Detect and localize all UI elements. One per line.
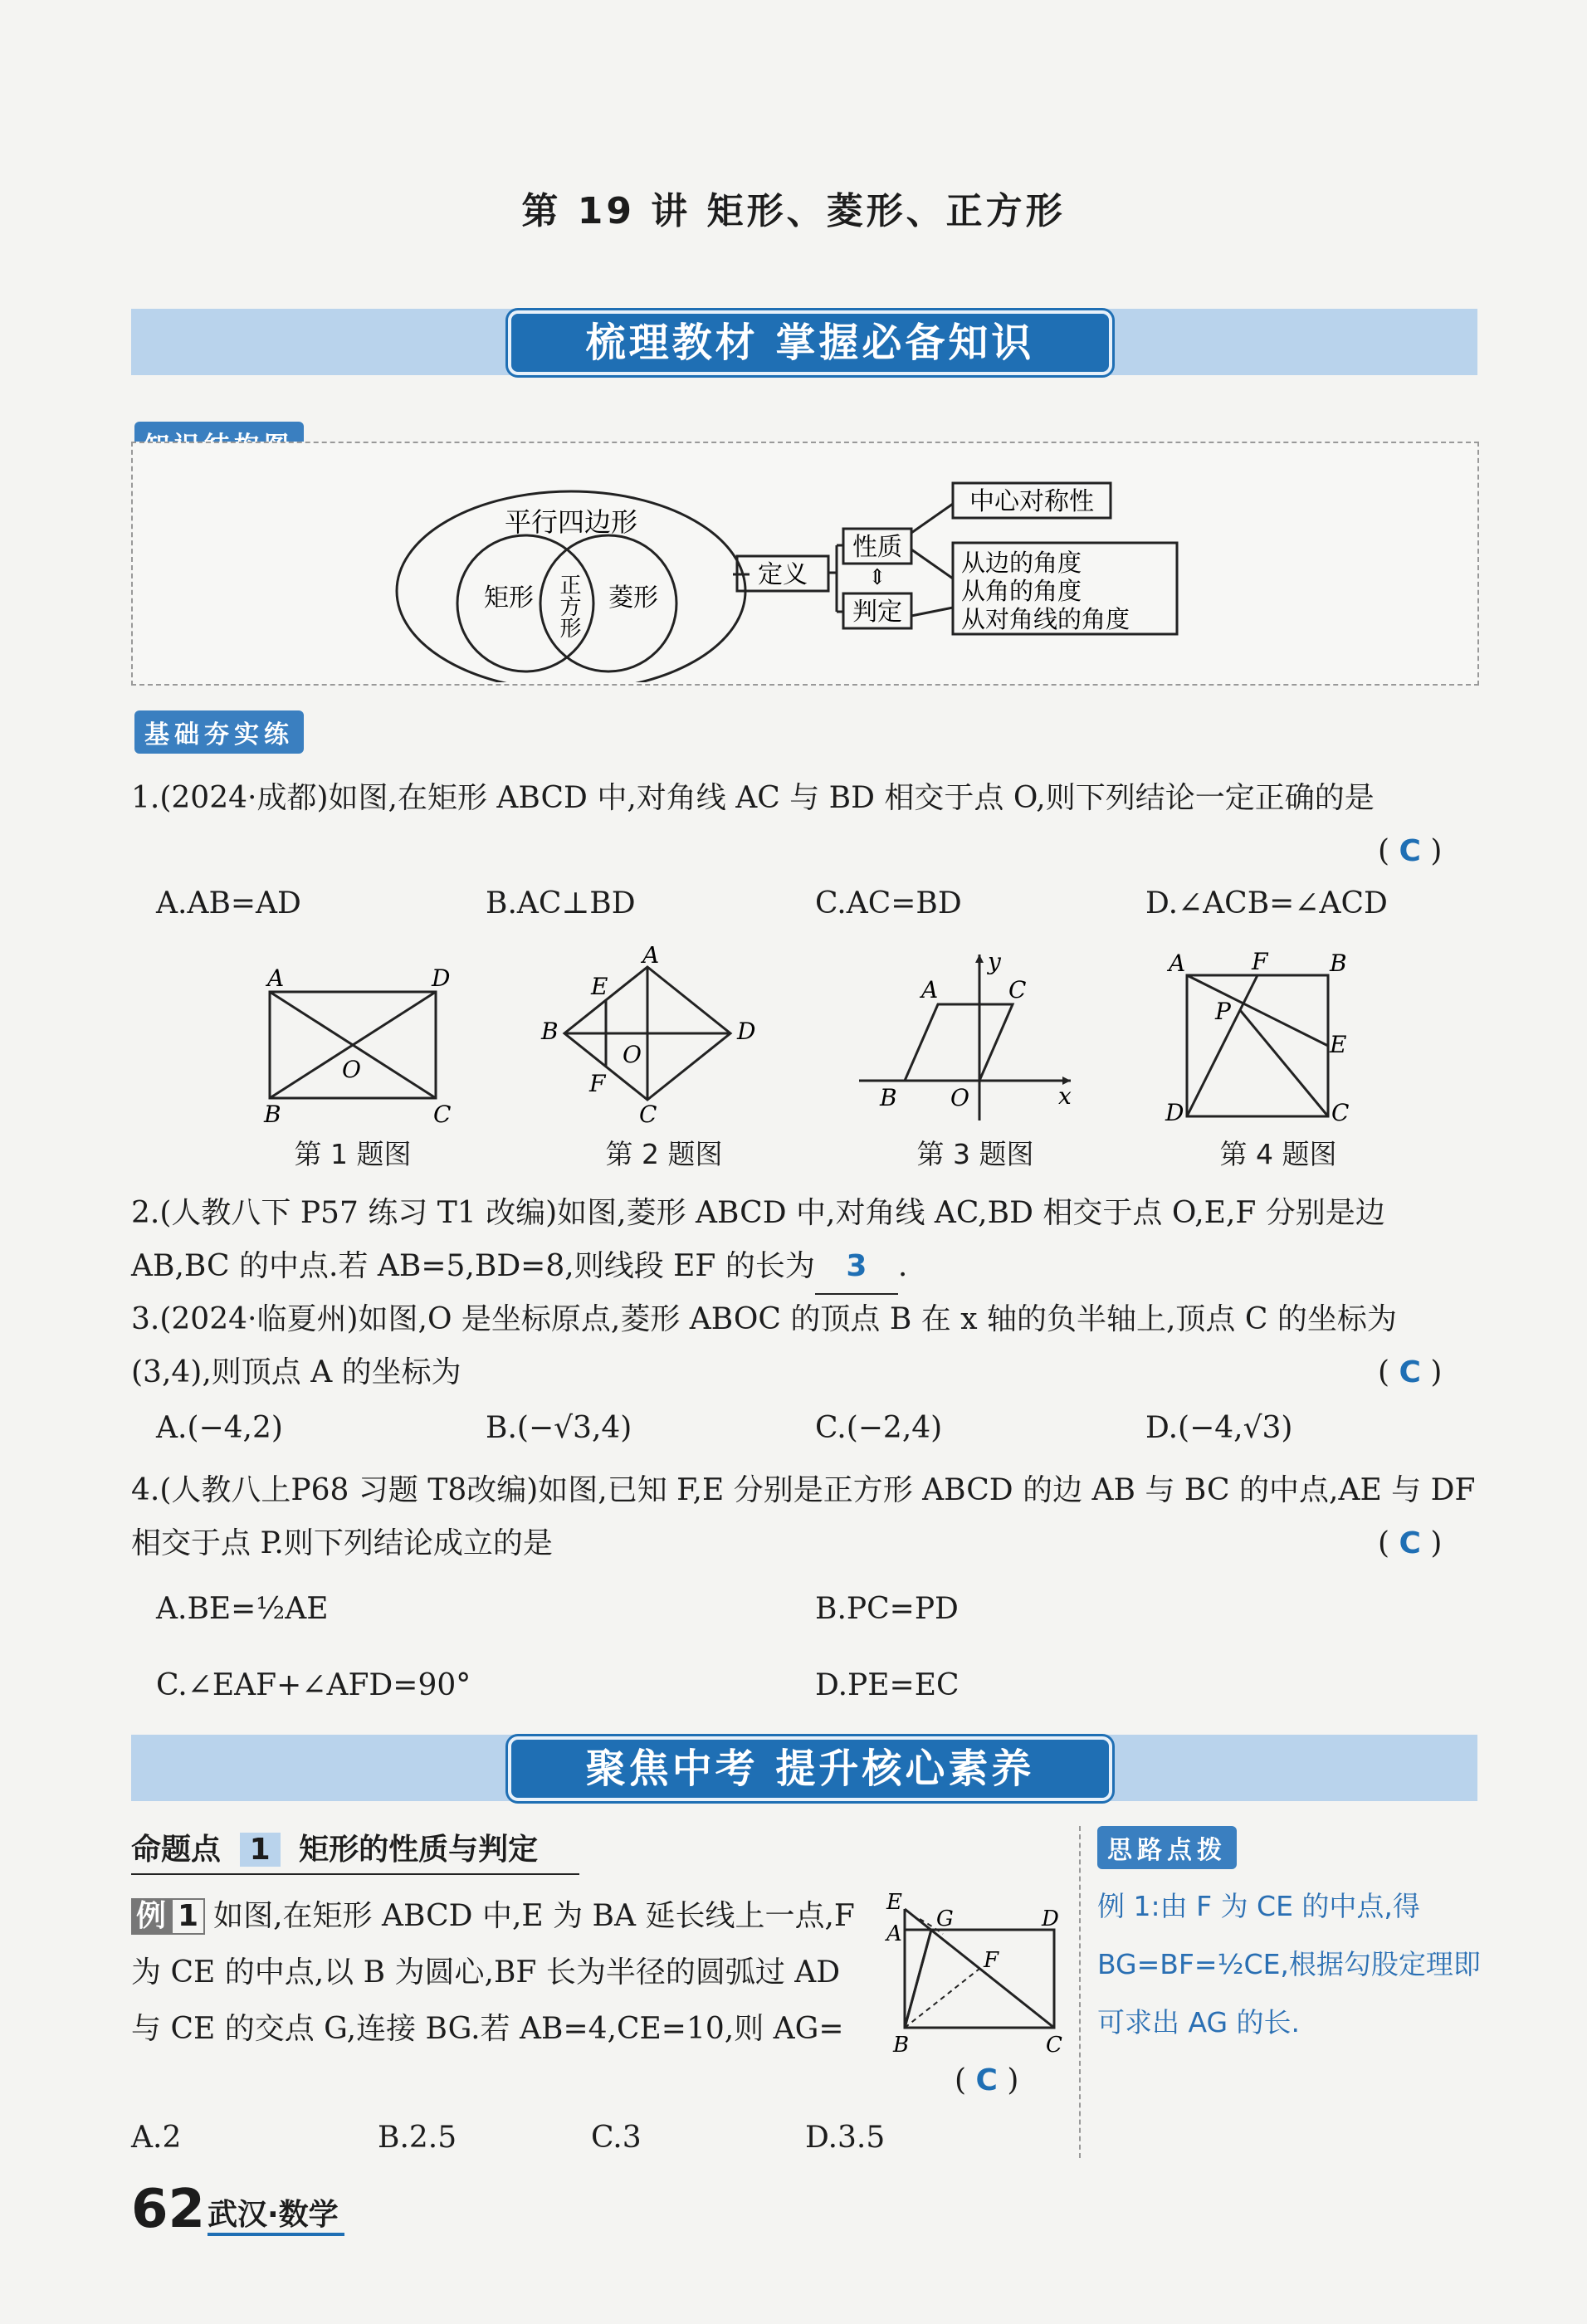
ex1-option-c: C.3: [591, 2121, 642, 2155]
question-3-answer-box: ( C ): [1378, 1355, 1443, 1389]
svg-text:B: B: [893, 2033, 910, 2058]
kmap-sym: 中心对称性: [969, 487, 1094, 516]
kmap-angle-3: 从对角线的角度: [961, 605, 1130, 633]
figure-2-caption: 第 2 题图: [605, 1138, 723, 1170]
question-3: [131, 1293, 1476, 1399]
question-1-answer-box: ( C ): [1378, 834, 1443, 868]
q4-option-c: C.∠EAF+∠AFD=90°: [156, 1668, 471, 1702]
page-number: 62: [131, 2179, 206, 2240]
section-band-2-label: 聚焦中考 提升核心素养: [508, 1736, 1112, 1801]
q1-option-b: B.AC⊥BD: [486, 886, 636, 920]
q3-option-b: B.(−√3,4): [486, 1411, 632, 1445]
ex1-option-a: A.2: [131, 2121, 182, 2155]
svg-text:A: A: [267, 964, 285, 992]
hint-text: 例 1:由 F 为 CE 的中点,得 BG=BF=½CE,根据勾股定理即可求出 AG 的长.: [1097, 1890, 1481, 2038]
question-4: [131, 1464, 1476, 1570]
svg-text:D: D: [432, 964, 451, 992]
question-4-answer-box: ( C ): [1378, 1526, 1443, 1560]
svg-text:D: D: [1165, 1099, 1184, 1126]
kmap-angle-1: 从边的角度: [961, 549, 1082, 577]
question-4-answer: C: [1399, 1526, 1421, 1560]
topic-label: 命题点: [131, 1833, 222, 1867]
tag-hint: 思路点拨: [1097, 1826, 1237, 1869]
question-2: 2.(人教八下 P57 练习 T1 改编)如图,菱形 ABCD 中,对角线 AC,BD 相交于点 O,E,F 分别是边 AB,BC 的中点.若 AB=5,BD=8,则线段 EF 的长为 3 .: [131, 1187, 1476, 1295]
question-2-text: 2.(人教八下 P57 练习 T1 改编)如图,菱形 ABCD 中,对角线 AC,BD 相交于点 O,E,F 分别是边 AB,BC 的中点.若 AB=5,BD=8,则线段 EF 的长为: [131, 1196, 1385, 1283]
figure-1-caption: 第 1 题图: [294, 1138, 412, 1170]
svg-text:⇕: ⇕: [868, 565, 886, 590]
figure-1-rectangle: [249, 963, 465, 1129]
footer-underline: [208, 2233, 344, 2236]
svg-text:C: C: [1331, 1099, 1350, 1126]
svg-text:C: C: [639, 1101, 657, 1128]
svg-text:B: B: [264, 1101, 281, 1128]
example-1-figure: [880, 1884, 1079, 2067]
example-1-answer-box: ( C ): [955, 2063, 1019, 2097]
svg-text:B: B: [880, 1084, 897, 1111]
figure-4-caption: 第 4 题图: [1219, 1138, 1337, 1170]
svg-text:A: A: [642, 946, 660, 969]
section-band-1-label: 梳理教材 掌握必备知识: [508, 310, 1112, 375]
svg-text:C: C: [1008, 976, 1027, 1003]
svg-text:B: B: [1330, 950, 1347, 977]
kmap-right: 菱形: [608, 583, 658, 613]
svg-text:A: A: [921, 976, 939, 1003]
q3-option-c: C.(−2,4): [815, 1411, 943, 1445]
svg-text:B: B: [541, 1018, 559, 1045]
kmap-def: 定义: [758, 560, 808, 589]
knowledge-map-diagram: [131, 442, 1476, 682]
svg-text:E: E: [886, 1890, 902, 1915]
example-1-text: 如图,在矩形 ABCD 中,E 为 BA 延长线上一点,F 为 CE 的中点,以 B 为圆心,BF 长为半径的圆弧过 AD 与 CE 的交点 G,连接 BG.若 AB=4,CE=10,则 AG=: [131, 1899, 855, 2046]
question-3-answer: C: [1399, 1355, 1421, 1389]
kmap-prop: 性质: [852, 533, 902, 562]
q3-option-a: A.(−4,2): [156, 1411, 283, 1445]
topic-header: [131, 1826, 579, 1875]
svg-text:x: x: [1058, 1082, 1072, 1110]
topic-title: 矩形的性质与判定: [299, 1833, 539, 1867]
svg-text:F: F: [1252, 948, 1268, 975]
example-1: [131, 1888, 862, 2058]
q1-option-c: C.AC=BD: [815, 886, 962, 920]
svg-text:C: C: [1046, 2033, 1062, 2058]
figure-4-square: [1154, 946, 1378, 1129]
q4-option-a: A.BE=½AE: [156, 1592, 329, 1626]
page-title: 第 19 讲 矩形、菱形、正方形: [521, 190, 1066, 232]
figure-2-rhombus: [540, 946, 764, 1129]
kmap-angle-2: 从角的角度: [961, 577, 1082, 605]
svg-text:y: y: [988, 948, 1001, 975]
kmap-judge: 判定: [852, 598, 902, 627]
q1-option-d: D.∠ACB=∠ACD: [1145, 886, 1388, 920]
example-num: 1: [171, 1898, 205, 1935]
question-1-text: 1.(2024·成都)如图,在矩形 ABCD 中,对角线 AC 与 BD 相交于点 O,则下列结论一定正确的是: [131, 781, 1375, 815]
ex1-option-d: D.3.5: [805, 2121, 886, 2155]
footer-subject: 武汉·数学: [208, 2198, 339, 2232]
svg-text:E: E: [1330, 1031, 1347, 1058]
question-2-answer: 3: [815, 1240, 898, 1295]
figure-3-caption: 第 3 题图: [916, 1138, 1034, 1170]
figure-3-coordinate: [855, 946, 1079, 1129]
q4-option-d: D.PE=EC: [815, 1668, 960, 1702]
svg-text:P: P: [1215, 998, 1231, 1025]
svg-text:D: D: [737, 1018, 756, 1045]
svg-text:D: D: [1042, 1907, 1059, 1931]
q3-option-d: D.(−4,√3): [1145, 1411, 1293, 1445]
question-1-answer: C: [1399, 834, 1421, 868]
kmap-left: 矩形: [484, 583, 534, 613]
example-tag: 例: [131, 1898, 171, 1935]
svg-text:G: G: [936, 1907, 954, 1931]
svg-text:F: F: [589, 1070, 606, 1097]
svg-text:A: A: [1169, 950, 1186, 977]
hint-divider: [1079, 1826, 1082, 2158]
svg-text:O: O: [950, 1084, 969, 1111]
q1-option-a: A.AB=AD: [156, 886, 301, 920]
topic-num: 1: [240, 1833, 281, 1867]
question-4-text: 4.(人教八上P68 习题 T8改编)如图,已知 F,E 分别是正方形 ABCD 的边 AB 与 BC 的中点,AE 与 DF 相交于点 P.则下列结论成立的是: [131, 1473, 1476, 1560]
svg-text:E: E: [591, 973, 608, 1000]
tag-basic-practice: 基础夯实练: [134, 710, 304, 754]
kmap-center: 正方形: [556, 574, 581, 638]
q4-option-b: B.PC=PD: [815, 1592, 959, 1626]
kmap-outer: 平行四边形: [504, 506, 638, 538]
question-1: [131, 772, 1476, 825]
question-3-text: 3.(2024·临夏州)如图,O 是坐标原点,菱形 ABOC 的顶点 B 在 x 轴的负半轴上,顶点 C 的坐标为(3,4),则顶点 A 的坐标为: [131, 1302, 1397, 1389]
svg-text:F: F: [984, 1948, 999, 1973]
svg-text:O: O: [342, 1056, 361, 1083]
svg-text:O: O: [623, 1041, 642, 1068]
svg-text:C: C: [433, 1101, 452, 1128]
example-1-answer: C: [975, 2063, 998, 2097]
ex1-option-b: B.2.5: [378, 2121, 457, 2155]
svg-text:A: A: [886, 1921, 902, 1946]
